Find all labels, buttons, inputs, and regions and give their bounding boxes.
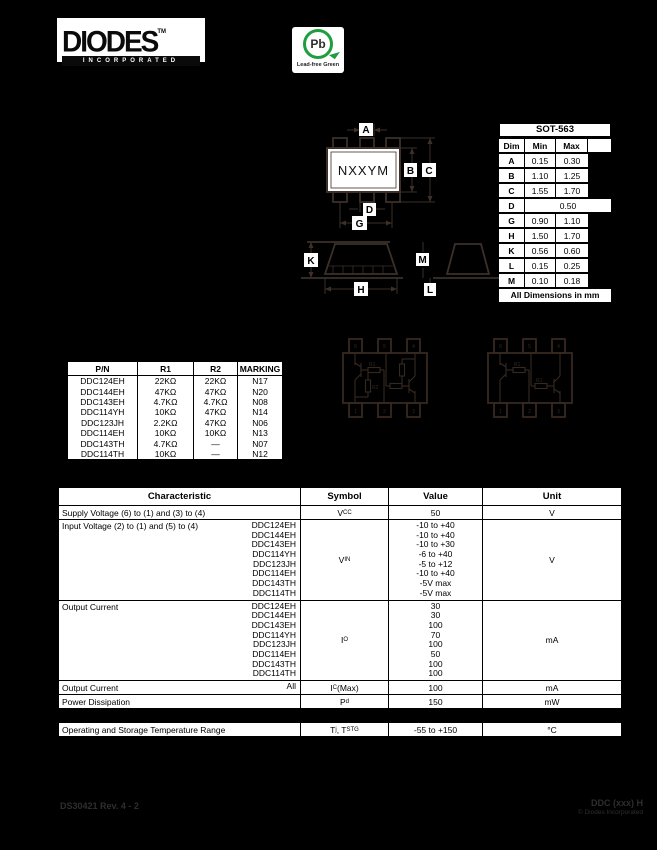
temperature-range-unit: °C <box>547 724 557 735</box>
dim-g-label: G <box>355 219 364 230</box>
supply-voltage-label: Supply Voltage (6) to (1) and (3) to (4) <box>62 507 206 518</box>
svg-text:6: 6 <box>354 344 357 350</box>
table-row: D 0.50 <box>499 199 611 212</box>
dim-l-label: L <box>426 285 434 296</box>
table-row: DDC114YH 10KΩ 47KΩ N14 <box>68 407 282 417</box>
sot-header-spacer <box>588 139 611 152</box>
copyright-text: © Diodes Incorporated <box>577 809 643 816</box>
part-number-table <box>66 360 284 461</box>
side-view-end <box>433 244 500 278</box>
output-current-all-row <box>59 681 621 695</box>
temperature-range-value: -55 to +150 <box>389 723 483 736</box>
table-row: DDC114EH 10KΩ 10KΩ N13 <box>68 428 282 438</box>
table-row: DDC143TH 4.7KΩ — N07 <box>68 438 282 448</box>
table-row: B 1.10 1.25 <box>499 169 611 182</box>
supply-voltage-symbol: V CC <box>301 506 389 519</box>
dim-a-label: A <box>362 125 370 136</box>
supply-voltage-unit: V <box>549 507 555 518</box>
input-voltage-parts: DDC124EH DDC144EH DDC143EH DDC114YH DDC123JH DDC114EH DDC143TH DDC114TH <box>251 520 296 598</box>
svg-text:5: 5 <box>528 344 531 350</box>
power-dissipation-row <box>59 695 621 708</box>
svg-text:R2: R2 <box>372 385 379 391</box>
arrowhead <box>374 128 380 133</box>
output-current-values: 30 30 100 70 100 50 100 100 <box>389 601 483 681</box>
power-dissipation-unit: mW <box>544 696 560 707</box>
svg-text:4: 4 <box>412 344 415 350</box>
document-number: DS30421 Rev. 4 - 2 <box>60 801 139 811</box>
pn-header-r2: R2 <box>194 362 238 375</box>
logo-subtitle: INCORPORATED <box>62 56 200 66</box>
power-dissipation-symbol: P d <box>301 695 389 708</box>
supply-voltage-value: 50 <box>389 506 483 519</box>
output-current-all-qualifier: All <box>286 681 296 691</box>
svg-text:2: 2 <box>528 409 531 415</box>
arrowhead <box>386 221 392 226</box>
sot-table-title: SOT-563 <box>499 123 611 137</box>
svg-text:1: 1 <box>499 409 502 415</box>
output-current-all-symbol: I C (Max) <box>301 681 389 694</box>
footer-right <box>578 798 643 816</box>
svg-text:4: 4 <box>557 344 560 350</box>
table-row: DDC124EH 22KΩ 22KΩ N17 <box>68 376 282 386</box>
output-current-row <box>59 601 621 682</box>
pn-header-row <box>68 362 282 376</box>
arrowhead <box>325 287 331 292</box>
output-current-symbol: I O <box>301 601 389 681</box>
ratings-header-value: Value <box>389 488 483 505</box>
part-family-label: DDC (xxx) H <box>590 798 643 808</box>
ratings-header-characteristic: Characteristic <box>59 488 301 505</box>
ratings-header-symbol: Symbol <box>301 488 389 505</box>
pn-header-marking: MARKING <box>239 363 281 374</box>
package-outline-drawing <box>295 110 505 315</box>
schematic-th-package <box>488 339 572 417</box>
dim-k-label: K <box>307 256 315 267</box>
ratings-header-row <box>59 488 621 506</box>
power-dissipation-value: 150 <box>389 695 483 708</box>
arrowhead <box>410 148 415 154</box>
arrowhead <box>340 221 346 226</box>
svg-text:1: 1 <box>354 409 357 415</box>
sot-header-row <box>499 139 611 152</box>
svg-text:R1: R1 <box>514 362 521 368</box>
schematic-eh-package <box>343 339 427 417</box>
temperature-range-symbol: T j , T STG <box>301 723 389 736</box>
trademark-symbol: TM <box>157 28 167 35</box>
svg-text:3: 3 <box>412 409 415 415</box>
pn-header-r1: R1 <box>138 362 194 375</box>
sot-table-footnote: All Dimensions in mm <box>499 289 611 302</box>
pn-header-pn: P/N <box>68 362 138 375</box>
svg-text:2: 2 <box>383 409 386 415</box>
maximum-ratings-table <box>58 487 622 709</box>
pb-symbol-text: Pb <box>310 37 326 51</box>
dim-c-label: C <box>425 166 433 177</box>
logo-brand-text: DIODES <box>62 25 158 58</box>
svg-text:R1: R1 <box>369 362 376 368</box>
table-row: DDC144EH 47KΩ 47KΩ N20 <box>68 386 282 396</box>
output-current-all-value: 100 <box>389 681 483 694</box>
input-voltage-symbol: V IN <box>301 520 389 600</box>
svg-text:R1: R1 <box>536 378 543 384</box>
input-voltage-row <box>59 520 621 601</box>
logo-wordmark <box>62 18 200 56</box>
table-row: M 0.10 0.18 <box>499 274 611 287</box>
dim-b-label: B <box>406 166 415 177</box>
dim-m-label: M <box>418 255 427 266</box>
ratings-header-unit: Unit <box>542 491 562 502</box>
sot-header-min: Min <box>525 139 556 152</box>
arrowhead <box>428 138 433 144</box>
arrowhead <box>410 186 415 192</box>
output-current-unit: mA <box>545 635 559 646</box>
output-current-label: Output Current <box>62 601 119 612</box>
table-row: K 0.56 0.60 <box>499 244 611 257</box>
diodes-logo <box>57 18 205 62</box>
table-row: DDC114TH 10KΩ — N12 <box>68 449 282 459</box>
table-row: H 1.50 1.70 <box>499 229 611 242</box>
sot-header-dim: Dim <box>499 139 525 152</box>
arrowhead <box>428 196 433 202</box>
temperature-range-label: Operating and Storage Temperature Range <box>62 724 226 735</box>
table-row: C 1.55 1.70 <box>499 184 611 197</box>
output-current-parts: DDC124EH DDC144EH DDC143EH DDC114YH DDC123JH DDC114EH DDC143TH DDC114TH <box>251 600 296 679</box>
input-voltage-values: -10 to +40 -10 to +40 -10 to +30 -6 to +40 -5 to +12 -10 to +40 -5V max -5V max <box>389 520 483 600</box>
package-marking: NXXYM <box>337 163 390 178</box>
svg-text:5: 5 <box>383 344 386 350</box>
table-row: A 0.15 0.30 <box>499 154 611 167</box>
table-row: DDC143EH 4.7KΩ 4.7KΩ N08 <box>68 397 282 407</box>
arrowhead <box>391 287 397 292</box>
svg-text:3: 3 <box>557 409 560 415</box>
sot-header-max: Max <box>556 139 588 152</box>
dim-h-label: H <box>357 285 365 296</box>
lead-free-badge <box>292 27 344 73</box>
dim-d-label: D <box>365 205 374 216</box>
output-current-all-unit: mA <box>545 682 559 693</box>
svg-text:6: 6 <box>499 344 502 350</box>
supply-voltage-row <box>59 506 621 520</box>
sot563-dimension-table <box>499 123 611 302</box>
side-view-leads <box>329 266 393 274</box>
internal-schematic-drawing <box>335 333 580 425</box>
lead-free-label: Lead-free Green <box>296 62 340 68</box>
table-row: DDC123JH 2.2KΩ 47KΩ N06 <box>68 418 282 428</box>
output-current-all-label: Output Current <box>62 682 119 693</box>
input-voltage-unit: V <box>549 554 555 565</box>
temperature-range-row <box>58 722 622 737</box>
table-row: G 0.90 1.10 <box>499 214 611 227</box>
table-row: L 0.15 0.25 <box>499 259 611 272</box>
input-voltage-label: Input Voltage (2) to (1) and (5) to (4) <box>62 521 199 531</box>
power-dissipation-label: Power Dissipation <box>62 696 131 707</box>
pn-table-body <box>68 376 282 459</box>
